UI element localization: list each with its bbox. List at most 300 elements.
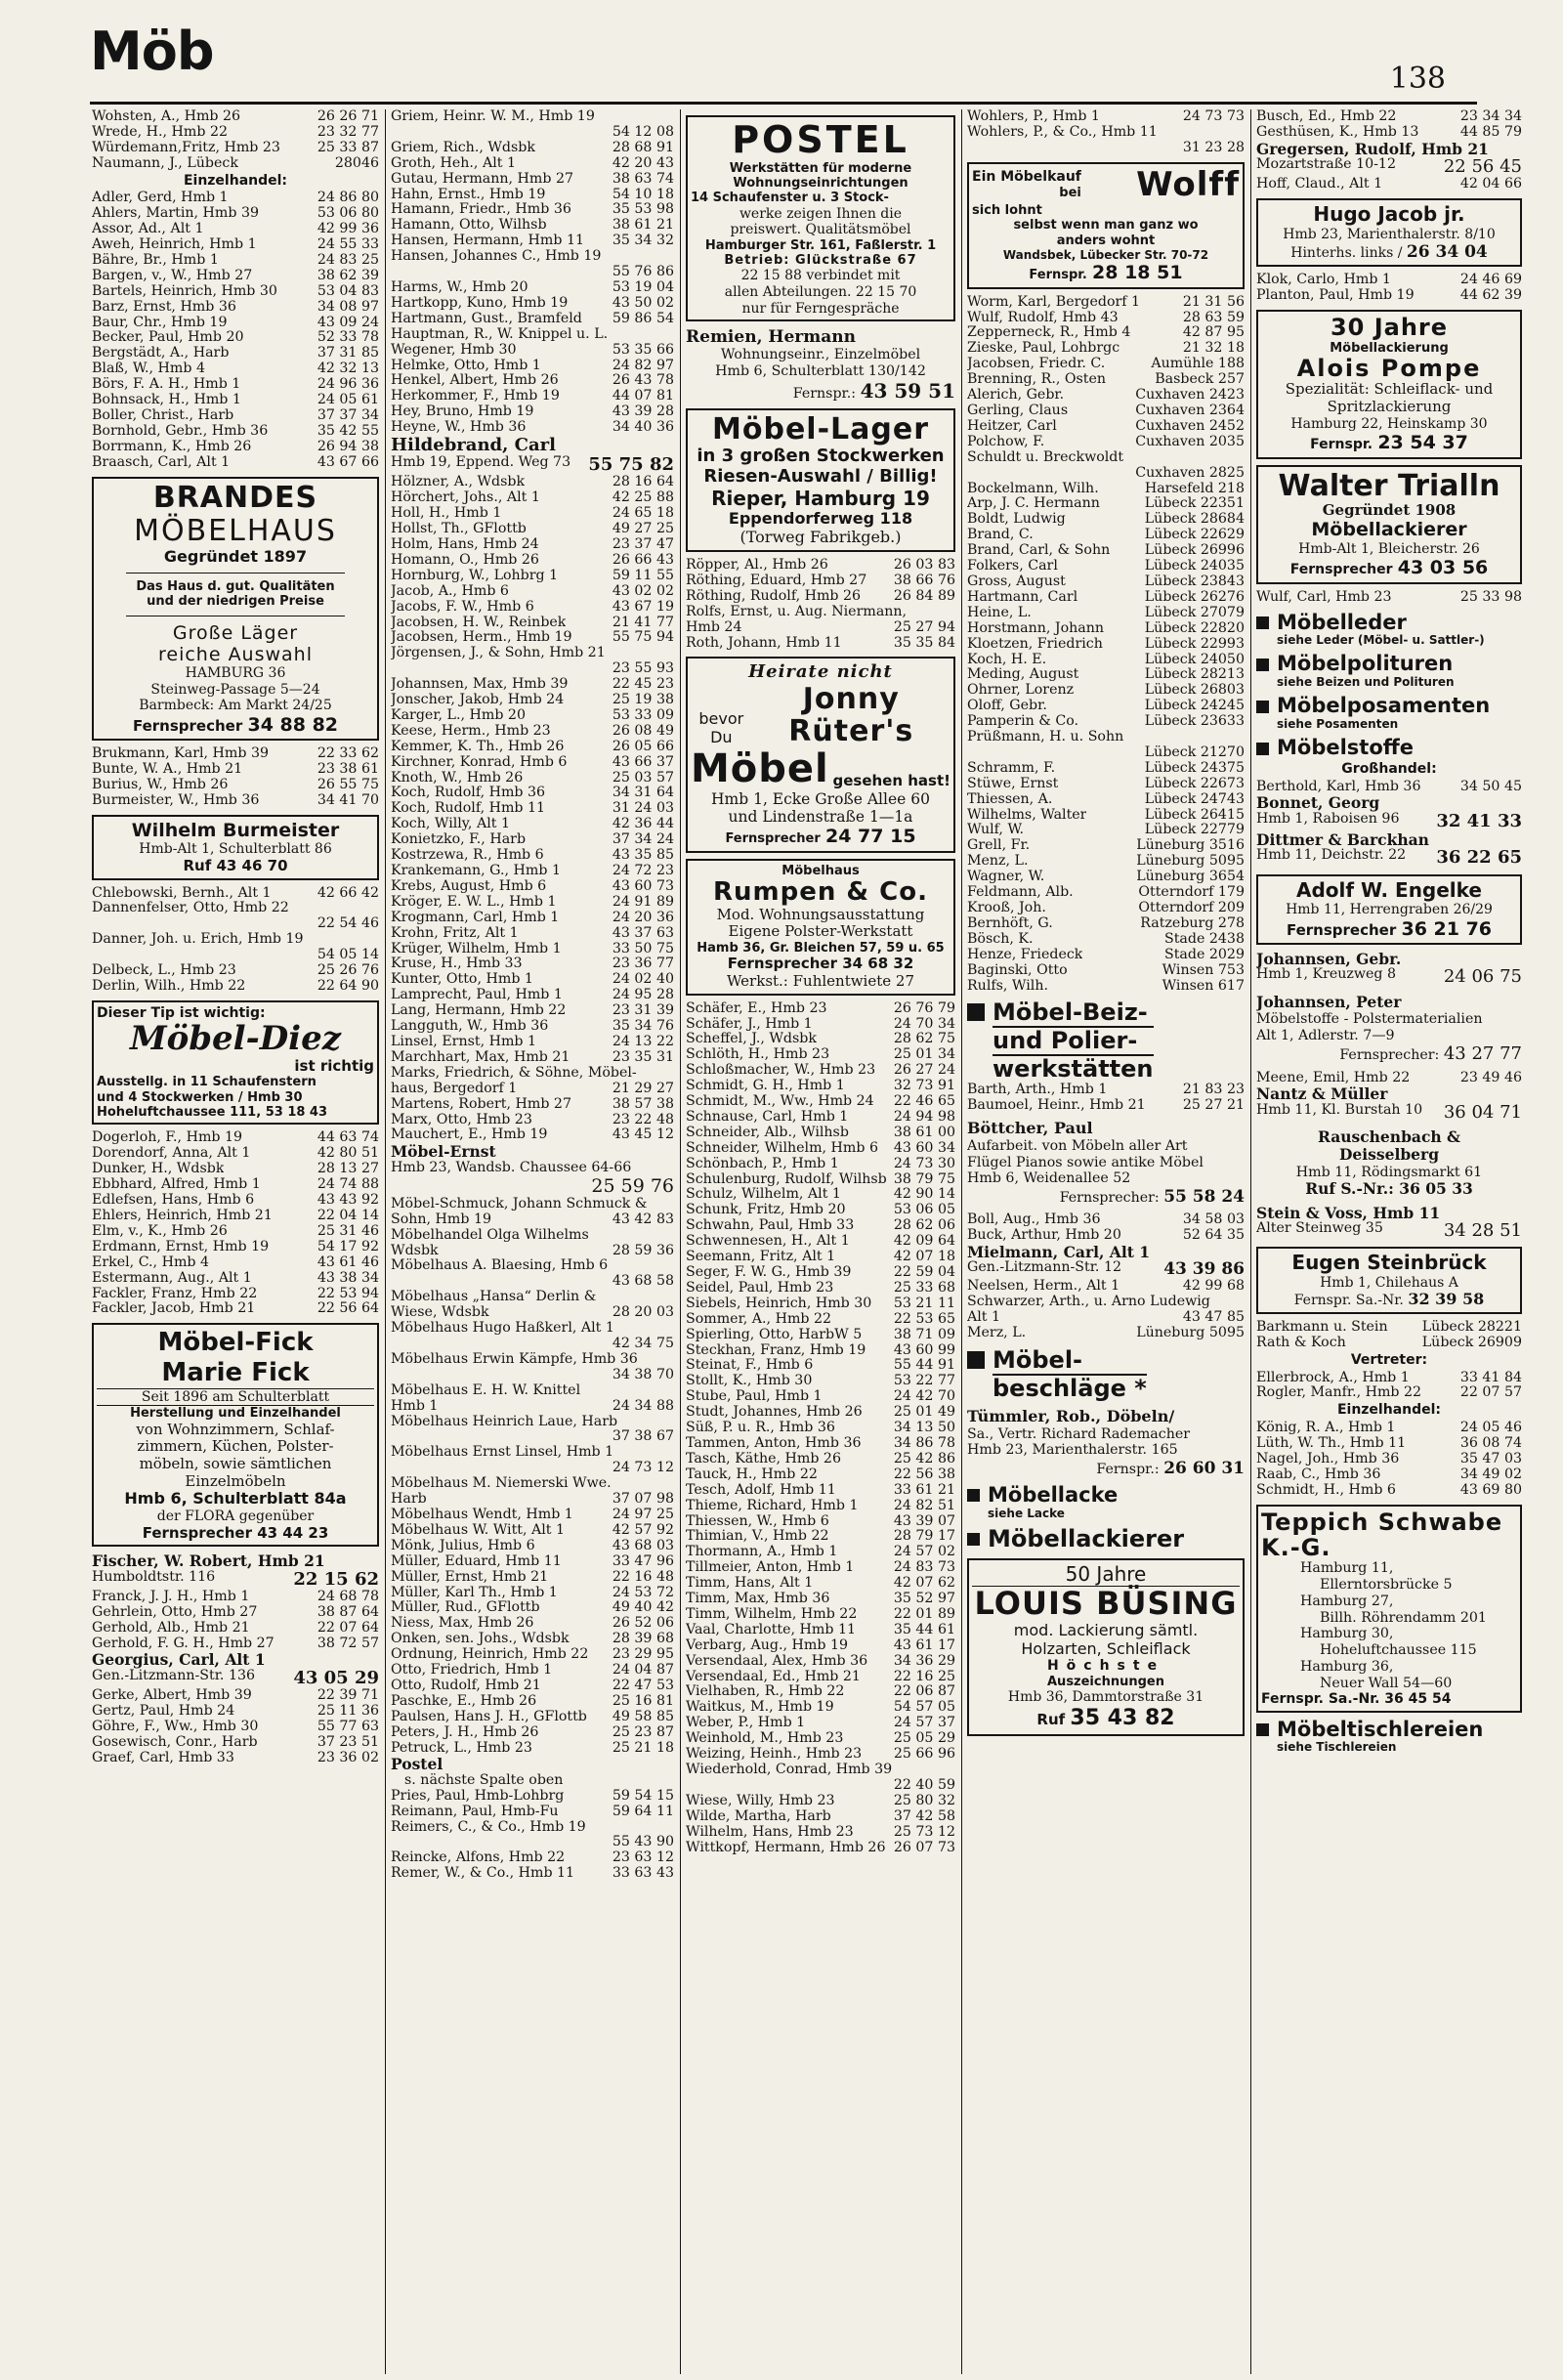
listing-name: Vielhaben, R., Hmb 22	[686, 1684, 845, 1700]
column-divider	[680, 109, 681, 2374]
listing-phone: 22 07 64	[317, 1619, 379, 1636]
listing-phone: 26 08 49	[612, 722, 674, 739]
listing-row	[92, 253, 379, 269]
listing-row	[92, 1240, 379, 1255]
ad-line: Wolff	[1136, 164, 1240, 204]
ad-moebel-fick	[92, 1323, 379, 1547]
listing-name: Schneider, Alb., Wilhsb	[686, 1125, 849, 1140]
listing-row	[92, 300, 379, 316]
listing-name: Fackler, Jacob, Hmb 21	[92, 1301, 256, 1317]
listing-name: Otto, Friedrich, Hmb 1	[391, 1663, 553, 1679]
listing-row	[686, 1141, 955, 1157]
ad-walter-trialln	[1256, 465, 1522, 584]
listing-phone: 24 73 12	[612, 1460, 674, 1476]
listing-phone: 22 64 90	[317, 977, 379, 994]
listing-row	[686, 574, 955, 589]
listing-row	[1256, 125, 1522, 141]
listing-row	[967, 916, 1245, 932]
listing-row	[92, 191, 379, 206]
ad-line: Johannsen, Peter	[1256, 992, 1402, 1011]
listing-phone: 35 47 03	[1459, 1450, 1522, 1466]
listing-bold-row	[92, 1570, 379, 1590]
listing-name: Naumann, J., Lübeck	[92, 155, 238, 171]
listing-phone: 23 38 61	[317, 761, 379, 778]
listing-phone: 34 49 02	[1459, 1466, 1522, 1482]
listing-row	[92, 762, 379, 778]
listing-name: Wulf, Carl, Hmb 23	[1256, 589, 1392, 605]
listing-name: Jacobsen, Friedr. C.	[967, 357, 1106, 372]
ad-jonny-rueter	[686, 657, 955, 852]
listing-phone: 24 91 89	[612, 893, 674, 910]
listing-name: haus, Bergedorf 1	[391, 1081, 518, 1096]
listing-phone: 23 32 77	[317, 123, 379, 140]
ad-line: 50 Jahre	[972, 1563, 1240, 1588]
listing-phone: 25 27 21	[1182, 1096, 1245, 1113]
listing-phone: 26 52 06	[612, 1615, 674, 1632]
listing-phone: 49 58 85	[612, 1708, 674, 1724]
listing-name: Müller, Ernst, Hmb 21	[391, 1569, 549, 1585]
listing-name: Reimann, Paul, Hmb-Fu	[391, 1804, 559, 1819]
listing-name: Baginski, Otto	[967, 962, 1068, 978]
listing-row	[391, 584, 674, 600]
listing-name: Krüger, Wilhelm, Hmb 1	[391, 941, 562, 956]
category-heading	[1256, 653, 1522, 676]
listing-phone: 35 42 55	[317, 422, 379, 439]
listing-phone: 24 74 88	[317, 1176, 379, 1193]
listing-row	[1256, 1436, 1522, 1452]
page-heading-word: Möb	[90, 21, 214, 82]
listing-bold: Möbel-Ernst	[391, 1142, 496, 1162]
listing-bold-row	[1256, 848, 1522, 868]
listing-row	[391, 172, 674, 188]
listing-group	[92, 1130, 379, 1317]
ad-line: allen Abteilungen. 22 15 70	[724, 283, 917, 300]
listing-row	[391, 1663, 674, 1679]
listing-phone: 42 09 64	[893, 1233, 955, 1250]
listing-detail: Hmb 11, Kl. Burstah 10	[1256, 1102, 1423, 1118]
ad-line: MÖBELHAUS	[134, 513, 337, 548]
ad-line: Fernsprecher 34 68 32	[727, 955, 914, 973]
ad-line: Fernspr. Sa.-Nr. 36 45 54	[1261, 1691, 1452, 1708]
listing-name: Adler, Gerd, Hmb 1	[92, 191, 229, 206]
phone-number: 25 59 76	[591, 1174, 674, 1197]
listing-name: Hamann, Otto, Wilhsb	[391, 218, 547, 234]
listing-row	[391, 1050, 674, 1066]
listing-group	[92, 1590, 379, 1652]
listing-name: Langguth, W., Hmb 36	[391, 1019, 549, 1035]
listing-phone: 38 79 75	[893, 1170, 955, 1187]
listing-name: Johannsen, Max, Hmb 39	[391, 677, 569, 693]
square-bullet-icon	[1256, 1723, 1269, 1736]
ad-moebel-diez	[92, 1000, 379, 1126]
listing-row	[967, 482, 1245, 497]
ad-line: Wohnungseinrichtungen	[733, 176, 908, 191]
listing-phone: 37 42 58	[893, 1807, 955, 1824]
listing-row	[391, 1212, 674, 1228]
listing-name: Ehlers, Heinrich, Hmb 21	[92, 1208, 273, 1223]
listing-row	[391, 312, 674, 327]
listing-phone: Cuxhaven 2035	[1135, 433, 1245, 449]
listing-row	[1256, 590, 1522, 606]
listing-name: Thimian, V., Hmb 22	[686, 1529, 829, 1545]
listing-row	[967, 885, 1245, 901]
listing-row	[686, 1421, 955, 1436]
ad-line: Möbelhaus	[782, 863, 860, 878]
listing-row	[686, 1809, 955, 1825]
ad-line: Hmb 1, Ecke Große Allee 60	[711, 789, 930, 808]
listing-name: König, R. A., Hmb 1	[1256, 1421, 1396, 1436]
listing-row	[967, 979, 1245, 995]
listing-name: Becker, Paul, Hmb 20	[92, 330, 244, 346]
ad-line: Flügel Pianos sowie antike Möbel	[967, 1154, 1204, 1170]
ad-line: Große Läger	[172, 621, 299, 644]
listing-row	[391, 569, 674, 584]
listing-row	[686, 1514, 955, 1530]
listing-row	[967, 823, 1245, 838]
ad-line: Hmb-Alt 1, Bleicherstr. 26	[1298, 540, 1480, 557]
listing-name: Steinat, F., Hmb 6	[686, 1358, 814, 1374]
listing-row	[967, 496, 1245, 512]
listing-phone: 21 32 18	[1182, 340, 1245, 357]
listing-name: Tasch, Käthe, Hmb 26	[686, 1451, 841, 1466]
listing-phone: 43 47 85	[1182, 1309, 1245, 1326]
listing-name: Stüwe, Ernst	[967, 776, 1059, 791]
phone-number: 23 54 37	[1377, 432, 1468, 454]
listing-name: Schuldt u. Breckwoldt	[967, 449, 1124, 465]
listing-bold-row	[1256, 812, 1522, 831]
listing-name: Prüßmann, H. u. Sohn	[967, 730, 1124, 745]
category-heading	[1256, 612, 1522, 635]
listing-name: Brand, C.	[967, 528, 1034, 543]
listing-phone: 25 03 57	[612, 769, 674, 786]
listing-row	[967, 1212, 1245, 1228]
listing-phone: 24 20 36	[612, 909, 674, 925]
listing-row	[391, 771, 674, 786]
phone-number: 53 18 43	[265, 1105, 328, 1121]
listing-row	[92, 1255, 379, 1271]
listing-phone: 42 32 13	[317, 361, 379, 377]
listing-phone: 38 71 09	[893, 1326, 955, 1342]
ad-line: Alois Pompe	[1296, 354, 1482, 382]
listing-name: Zieske, Paul, Lohbrgc	[967, 341, 1120, 357]
divider	[126, 573, 345, 574]
listing-row	[967, 1326, 1245, 1341]
listing-row	[686, 1778, 955, 1794]
ad-wolff	[967, 162, 1245, 289]
listing-detail: Hmb 23, Wandsb. Chaussee 64-66	[391, 1159, 632, 1175]
listing-phone: Lübeck 22993	[1144, 635, 1245, 652]
listing-phone: 25 33 68	[893, 1279, 955, 1296]
ad-line: Sa., Vertr. Richard Rademacher	[967, 1425, 1191, 1442]
category-title: Möbel-	[993, 1345, 1083, 1374]
listing-phone: 43 38 34	[317, 1269, 379, 1286]
listing-phone: 23 35 31	[612, 1048, 674, 1065]
listing-phone: Lübeck 26276	[1144, 588, 1245, 605]
ad-line: Fernspr.	[1310, 437, 1373, 453]
square-bullet-icon	[1256, 659, 1269, 671]
listing-name: Klok, Carlo, Hmb 1	[1256, 273, 1391, 288]
listing-phone: 43 61 46	[317, 1254, 379, 1270]
ad-phone	[97, 714, 374, 736]
listing-name: Jacobsen, H. W., Reinbek	[391, 615, 567, 630]
listing-row	[391, 1399, 674, 1415]
listing-group	[391, 1789, 674, 1882]
listing-row	[1256, 1336, 1522, 1351]
listing-row	[1256, 1452, 1522, 1467]
listing-row	[92, 1301, 379, 1317]
listing-name: Menz, L.	[967, 854, 1029, 870]
ad-line: Fernsprecher:	[1339, 1047, 1440, 1064]
listing-row	[686, 1436, 955, 1452]
listing-phone: 52 64 35	[1182, 1226, 1245, 1243]
listing-row	[967, 1083, 1245, 1098]
listing-row	[967, 388, 1245, 404]
listing-row	[967, 341, 1245, 357]
column-1	[92, 109, 379, 2374]
listing-name: Brenning, R., Osten	[967, 372, 1107, 388]
listing-row	[967, 325, 1245, 341]
listing-row	[686, 1343, 955, 1359]
ad-line: Remien, Hermann	[686, 327, 856, 348]
phone-number: 43 59 51	[860, 378, 955, 403]
listing-row	[967, 1310, 1245, 1326]
listing-phone: Lüneburg 5095	[1136, 853, 1245, 870]
ad-line: der FLORA gegenüber	[156, 1509, 315, 1525]
listing-row	[391, 1508, 674, 1523]
listing-row	[967, 419, 1245, 435]
listing-phone: 43 35 85	[612, 847, 674, 864]
listing-name: Hahn, Ernst., Hmb 19	[391, 187, 546, 202]
listing-row	[1256, 780, 1522, 795]
listing-phone: 53 35 66	[612, 341, 674, 358]
listing-row	[391, 1820, 674, 1836]
ad-rumpen	[686, 859, 955, 996]
listing-name: Gosewisch, Conr., Harb	[92, 1734, 258, 1750]
ad-line: Wandsbek, Lübecker Str. 70-72	[1002, 248, 1209, 263]
listing-name: Süß, P. u. R., Hmb 36	[686, 1421, 835, 1436]
listing-phone: 49 40 42	[612, 1599, 674, 1616]
listing-phone: 42 80 51	[317, 1145, 379, 1162]
ad-brandes	[92, 477, 379, 742]
listing-row	[967, 854, 1245, 870]
listing-name: Oloff, Gebr.	[967, 699, 1047, 714]
listing-phone: 59 11 55	[612, 567, 674, 583]
listing-row	[686, 1731, 955, 1747]
listing-name: Timm, Hans, Alt 1	[686, 1576, 814, 1592]
ad-line: Marie Fick	[161, 1358, 310, 1387]
listing-phone: 42 66 42	[317, 884, 379, 901]
listing-name: Müller, Karl Th., Hmb 1	[391, 1585, 558, 1600]
listing-phone: Lübeck 22820	[1144, 619, 1245, 636]
listing-row	[391, 1476, 674, 1492]
listing-group	[967, 109, 1245, 156]
listing-name: Barz, Ernst, Hmb 36	[92, 299, 236, 315]
listing-phone: 59 54 15	[612, 1787, 674, 1804]
listing-name: Schmidt, M., Ww., Hmb 24	[686, 1094, 874, 1110]
listing-bold-row	[1256, 1221, 1522, 1241]
listing-phone: 24 57 02	[893, 1544, 955, 1560]
ad-line: 14 Schaufenster u. 3 Stock-	[691, 191, 889, 206]
listing-row	[686, 1716, 955, 1731]
listing-phone: 52 33 78	[317, 329, 379, 346]
listing-name: Tesch, Adolf, Hmb 11	[686, 1482, 836, 1498]
listing-phone: 43 39 28	[612, 404, 674, 420]
listing-phone: 21 31 56	[1182, 293, 1245, 310]
listing-phone: 26 76 79	[893, 999, 955, 1016]
listing-row	[391, 972, 674, 988]
category-title: Möbel-Beiz-	[993, 999, 1148, 1027]
listing-name: Pamperin & Co.	[967, 714, 1079, 730]
listing-row	[92, 330, 379, 346]
listing-name: Weinhold, M., Hmb 23	[686, 1731, 844, 1747]
listing-name: Steckhan, Franz, Hmb 19	[686, 1342, 866, 1358]
listing-name: Wiederhold, Conrad, Hmb 39	[686, 1763, 893, 1778]
category-heading	[1256, 737, 1522, 760]
listing-phone: 24 57 37	[893, 1715, 955, 1731]
listing-phone: 55 43 90	[612, 1834, 674, 1850]
ad-line: sich lohnt	[972, 203, 1042, 219]
listing-name: Schulenburg, Rudolf, Wilhsb	[686, 1171, 887, 1187]
ad-line: Walter Trialln	[1278, 468, 1500, 503]
listing-name: Knoth, W., Hmb 26	[391, 770, 524, 786]
listing-detail: s. nächste Spalte oben	[404, 1771, 564, 1788]
listing-row	[967, 311, 1245, 326]
phone-number: 43 03 56	[1397, 557, 1489, 579]
listing-phone: 24 82 97	[612, 357, 674, 373]
listing-name: Berthold, Karl, Hmb 36	[1256, 779, 1421, 794]
column-divider	[961, 109, 962, 2374]
listing-name: Mauchert, E., Hmb 19	[391, 1127, 548, 1143]
listing-phone: 35 52 97	[893, 1591, 955, 1607]
listing-name: Ohrner, Lorenz	[967, 683, 1075, 699]
listing-row	[391, 1725, 674, 1741]
listing-name: Onken, sen. Johs., Wdsbk	[391, 1632, 570, 1647]
ad-line: Hmb 23, Marienthalerstr. 8/10	[1283, 226, 1496, 242]
category-title: werkstätten	[993, 1055, 1154, 1084]
listing-row	[391, 1632, 674, 1647]
listing-phone: 24 34 88	[612, 1397, 674, 1414]
listing-name: Rogler, Manfr., Hmb 22	[1256, 1385, 1422, 1401]
listing-bold: Gregersen, Rudolf, Hmb 21	[1256, 139, 1489, 158]
ad-line: Barmbeck: Am Markt 24/25	[139, 698, 332, 714]
listing-row	[92, 1271, 379, 1287]
listing-row	[391, 296, 674, 312]
phone-number: 36 04 71	[1443, 1101, 1522, 1123]
listing-name: Hauptman, R., W. Knippel u. L.	[391, 326, 609, 342]
listing-detail: Hmb 1, Kreuzweg 8	[1256, 967, 1397, 983]
ad-line: Ellerntorsbrücke 5	[1320, 1577, 1453, 1594]
listing-row	[391, 1113, 674, 1128]
listing-name: Wegener, Hmb 30	[391, 342, 517, 358]
listing-name: Schunk, Fritz, Hmb 20	[686, 1203, 846, 1218]
ad-line: Holzarten, Schleiflack	[1021, 1638, 1191, 1658]
listing-row	[92, 1130, 379, 1146]
listing-row	[686, 1296, 955, 1312]
ad-rauschenbach	[1256, 1128, 1522, 1199]
listing-name: Wulf, W.	[967, 823, 1025, 838]
listing-name: Martens, Robert, Hmb 27	[391, 1096, 571, 1112]
listing-row	[92, 237, 379, 253]
listing-row	[686, 1763, 955, 1778]
listing-row	[686, 1623, 955, 1638]
listing-name: Krankemann, G., Hmb 1	[391, 864, 561, 878]
listing-row	[391, 1352, 674, 1368]
ad-line: Aufarbeit. von Möbeln aller Art	[967, 1137, 1188, 1154]
ad-line: bevor Du	[698, 708, 744, 746]
listing-name: Jörgensen, J., & Sohn, Hmb 21	[391, 646, 606, 661]
listing-phone: 23 31 39	[612, 1002, 674, 1019]
listing-group	[1256, 590, 1522, 606]
listing-phone	[375, 901, 379, 916]
listing-phone: 28 62 75	[893, 1031, 955, 1047]
listing-phone: 42 07 62	[893, 1575, 955, 1592]
listing-name: Graef, Carl, Hmb 33	[92, 1750, 234, 1765]
listing-phone: 26 03 83	[893, 556, 955, 573]
listing-name: Kruse, H., Hmb 33	[391, 956, 523, 972]
listing-phone: Cuxhaven 2423	[1135, 387, 1245, 404]
listing-row	[391, 1600, 674, 1616]
listing-row	[391, 1127, 674, 1143]
listing-phone	[670, 1445, 674, 1461]
listing-row	[686, 1592, 955, 1607]
listing-phone	[670, 1820, 674, 1836]
listing-row	[967, 1228, 1245, 1244]
listing-row	[391, 1616, 674, 1632]
listing-phone: 53 04 83	[317, 282, 379, 299]
listing-row	[967, 466, 1245, 482]
listing-phone	[670, 1197, 674, 1212]
listing-row	[967, 1279, 1245, 1295]
listing-row	[391, 420, 674, 436]
listing-phone: Ratzeburg 278	[1140, 914, 1245, 931]
listing-name: Schulz, Wilhelm, Alt 1	[686, 1187, 841, 1203]
listing-phone: 25 73 12	[893, 1823, 955, 1840]
listing-row	[92, 206, 379, 222]
listing-name: Jacobsen, Herm., Hmb 19	[391, 630, 572, 646]
phone-number: 26 60 31	[1163, 1459, 1245, 1478]
listing-row	[391, 404, 674, 420]
phone-number: 28 18 51	[1092, 262, 1183, 284]
listing-phone: Lübeck 28221	[1421, 1319, 1522, 1336]
ad-line: von Wohnzimmern, Schlaf-	[136, 1420, 335, 1438]
header-rule	[90, 102, 1477, 105]
phone-number: 24 06 75	[1443, 966, 1522, 988]
listing-phone: 54 05 14	[317, 947, 379, 963]
listing-name: Hölzner, A., Wdsbk	[391, 475, 526, 490]
listing-phone: 38 72 57	[317, 1635, 379, 1651]
listing-row	[391, 616, 674, 631]
phone-number: 34 28 51	[1443, 1219, 1522, 1241]
listing-name: Krogmann, Carl, Hmb 1	[391, 910, 560, 925]
page-number: 138	[1389, 62, 1446, 96]
listing-phone: Lübeck 23843	[1144, 573, 1245, 589]
listing-name: Bergstädt, A., Harb	[92, 346, 230, 361]
listing-name: Thieme, Richard, Hmb 1	[686, 1498, 859, 1513]
listing-name: Erkel, C., Hmb 4	[92, 1254, 210, 1270]
listing-bold: Nantz & Müller	[1256, 1084, 1388, 1104]
listing-phone: 28 20 03	[612, 1304, 674, 1321]
listing-phone: Cuxhaven 2364	[1135, 403, 1245, 418]
listing-name: Wagner, W.	[967, 870, 1045, 885]
ad-line: Hmb-Alt 1, Schulterblatt 86	[139, 841, 332, 858]
listing-row	[391, 1586, 674, 1601]
listing-name: Wittkopf, Hermann, Hmb 26	[686, 1840, 886, 1855]
listing-phone: 34 40 36	[612, 419, 674, 436]
listing-detail: Hmb 19, Eppend. Weg 73	[391, 455, 571, 471]
listing-row	[391, 141, 674, 156]
listing-phone	[670, 646, 674, 661]
listing-phone: 25 11 36	[317, 1702, 379, 1719]
